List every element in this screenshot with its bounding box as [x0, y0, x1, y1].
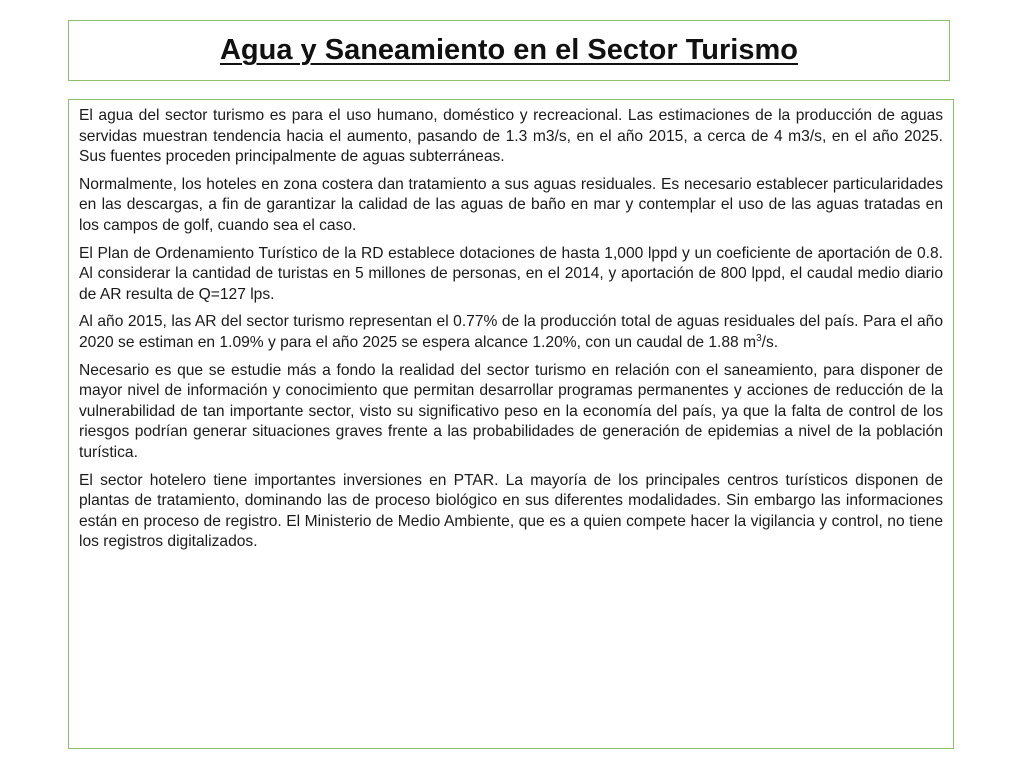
title-box — [68, 20, 950, 81]
paragraph-2: Normalmente, los hoteles en zona costera dan tratamiento a sus aguas residuales. Es necesario establecer particularidades en las descargas, a fin de garantizar la calidad de las aguas de baño en mar y contemplar el uso de las aguas tratadas en los campos de golf, cuando sea el caso. — [79, 175, 943, 234]
paragraph-1: El agua del sector turismo es para el uso humano, doméstico y recreacional. Las estimaciones de la producción de aguas servidas muestran tendencia hacia el aumento, pasando de 1.3 m3/s, en el año 2015, a cerca de 4 m3/s, en el año 2025. Sus fuentes proceden principalmente de aguas subterráneas. — [79, 107, 943, 166]
paragraph-4 — [79, 312, 943, 353]
paragraph-4-tail: /s. — [761, 333, 779, 351]
paragraph-3: El Plan de Ordenamiento Turístico de la RD establece dotaciones de hasta 1,000 lppd y un coeficiente de aportación de 0.8. Al considerar la cantidad de turistas en 5 millones de personas, en el 2014, y aportación de 800 lppd, el caudal medio diario de AR resulta de Q=127 lps. — [79, 244, 943, 303]
paragraph-4-text: Al año 2015, las AR del sector turismo representan el 0.77% de la producción total de aguas residuales del país. Para el año 2020 se estiman en 1.09% y para el año 2025 se espera alcance 1.20%, con un caudal de 1.88 m — [79, 313, 943, 351]
paragraph-5: Necesario es que se estudie más a fondo la realidad del sector turismo en relación con el saneamiento, para disponer de mayor nivel de información y conocimiento que permitan desarrollar programas permanentes y acciones de reducción de la vulnerabilidad de tan importante sector, visto su significativo peso en la economía del país, ya que la falta de control de los riesgos podrían generar situaciones graves frente a las probabilidades de generación de epidemias a nivel de la población turística. — [79, 361, 943, 461]
slide-title: Agua y Saneamiento en el Sector Turismo — [219, 34, 798, 66]
content-box — [68, 99, 954, 749]
paragraph-4-superscript: 3 — [756, 332, 762, 344]
paragraph-6: El sector hotelero tiene importantes inversiones en PTAR. La mayoría de los principales centros turísticos disponen de plantas de tratamiento, dominando las de proceso biológico en sus diferentes modalidades. Sin embargo las informaciones están en proceso de registro. El Ministerio de Medio Ambiente, que es a quien compete hacer la vigilancia y control, no tiene los registros digitalizados. — [79, 471, 943, 551]
